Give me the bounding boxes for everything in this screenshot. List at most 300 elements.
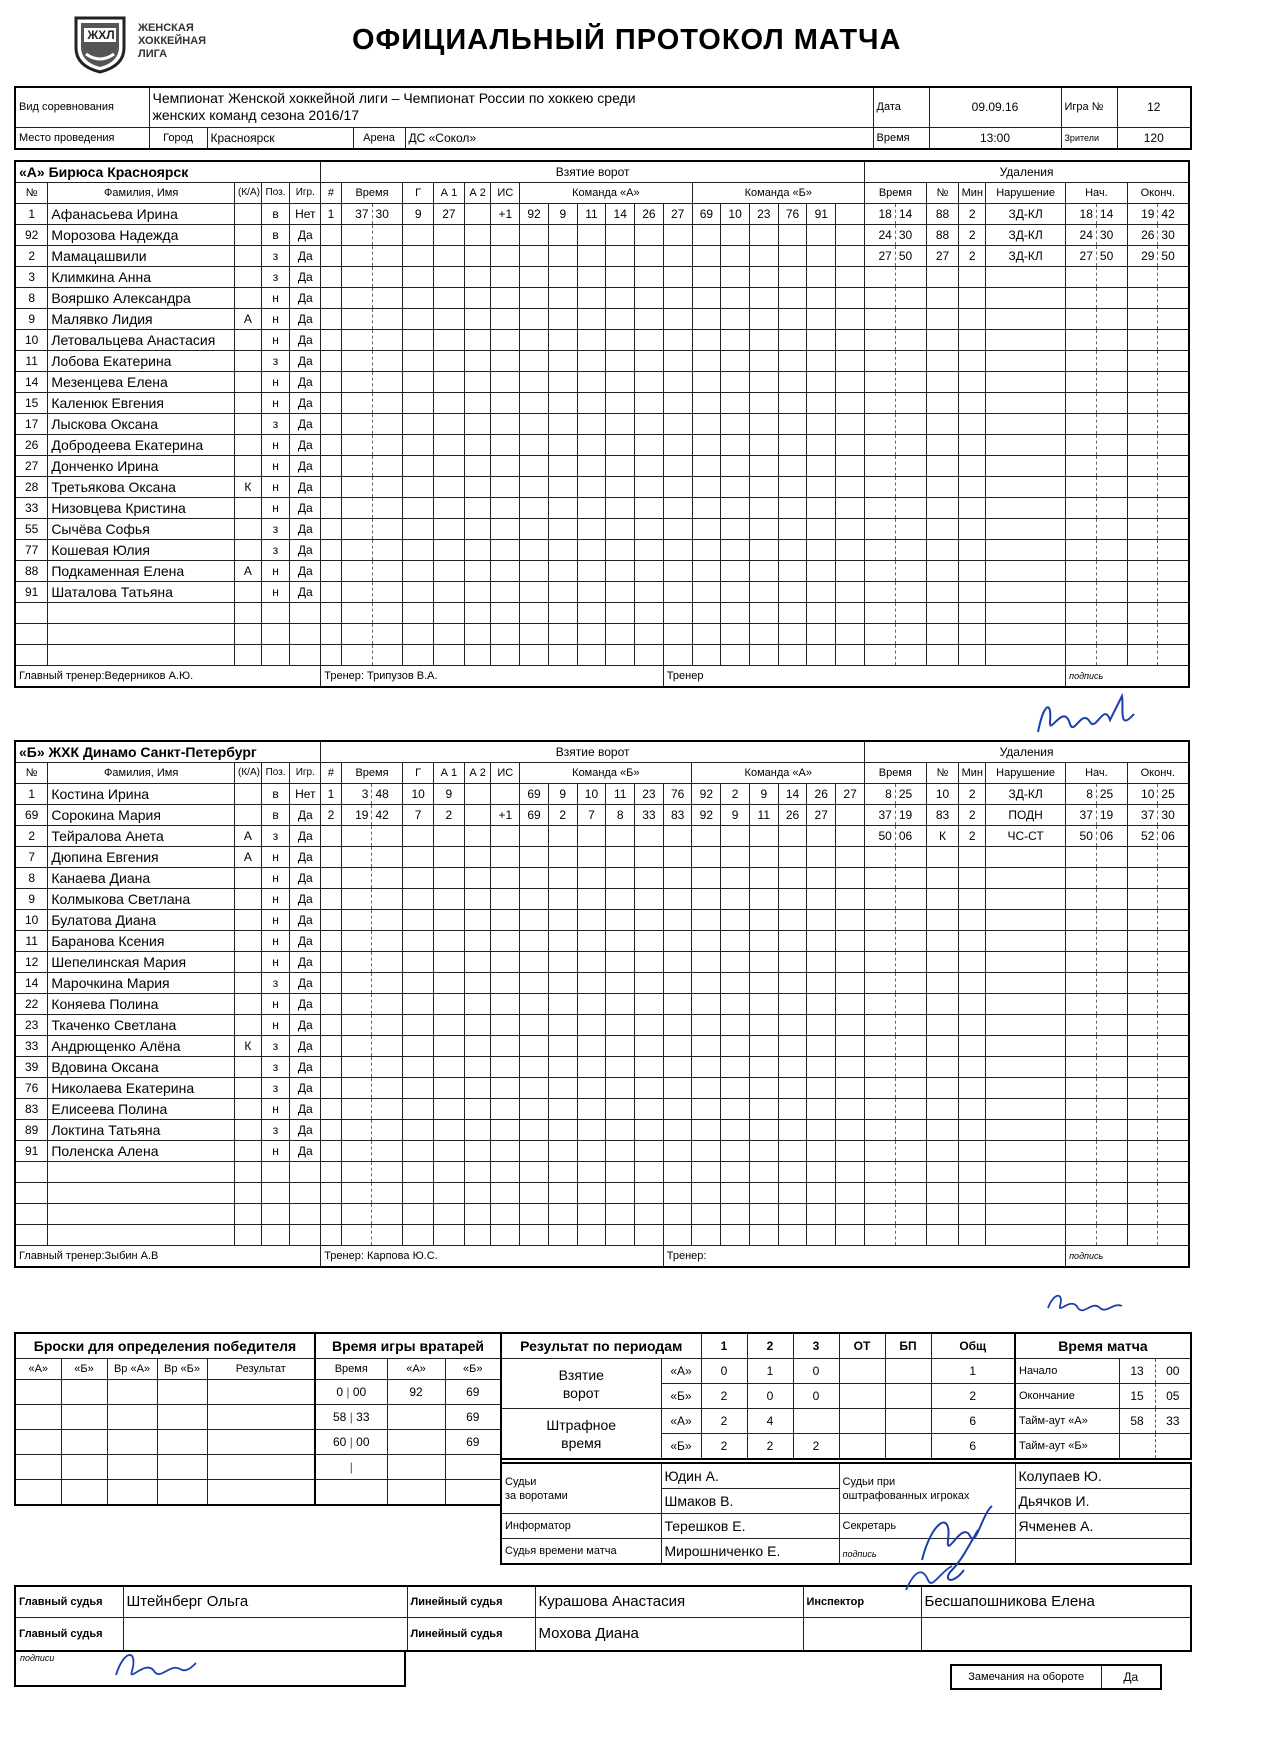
teamB-goal-min — [341, 1015, 372, 1036]
teamB-pen-min-time — [865, 994, 896, 1015]
teamA-goal-own-player — [635, 561, 664, 582]
teamA-goal-opp-player — [749, 603, 778, 624]
remarks-value: Да — [1101, 1665, 1161, 1689]
goals-b-total: 2 — [931, 1384, 1015, 1409]
teamA-goal-is — [491, 246, 520, 267]
teamA-goal-own-player — [635, 393, 664, 414]
teamB-goal-a1: 9 — [434, 784, 465, 805]
teamB-goal-own-player — [520, 952, 549, 973]
teamB-pen-end-min — [1127, 1204, 1158, 1225]
teamB-pen-min-time — [865, 847, 896, 868]
teamA-goal-min — [341, 645, 372, 666]
teamB-pen-start-min — [1066, 1015, 1097, 1036]
teamB-goal-opp-player — [836, 1078, 865, 1099]
teamA-goal-own-player: 26 — [635, 204, 664, 225]
teamB-goal-opp-player — [836, 973, 865, 994]
teamB-pen-player — [926, 1141, 959, 1162]
teamA-goal-own-player — [548, 225, 577, 246]
teamA-goal-opp-player — [721, 624, 750, 645]
teamA-goal-is — [491, 267, 520, 288]
teamA-pen-minutes — [959, 624, 986, 645]
teamA-goal-own-player — [663, 330, 692, 351]
team-b-signature — [1044, 1288, 1124, 1318]
teamB-goal-own-player — [548, 994, 577, 1015]
teamB-player-name: Дюпина Евгения — [48, 847, 235, 868]
teamA-pen-end-sec — [1158, 288, 1189, 309]
teamB-goal-own-player: 2 — [548, 805, 577, 826]
teamA-pen-player — [926, 561, 959, 582]
teamB-goal-own-player — [606, 847, 635, 868]
teamB-goal-opp-player — [721, 1162, 750, 1183]
teamB-goal-a2 — [464, 1141, 491, 1162]
teamA-goal-scorer — [403, 456, 434, 477]
teamA-pen-sec-time — [895, 393, 926, 414]
teamA-goal-scorer — [403, 309, 434, 330]
teamA-goal-a1 — [434, 582, 465, 603]
teamA-goal-scorer — [403, 267, 434, 288]
teamA-goal-own-player — [635, 477, 664, 498]
teamB-player-pos: з — [261, 826, 290, 847]
teamA-goal-is — [491, 477, 520, 498]
goals-b-p2: 0 — [747, 1384, 793, 1409]
goals-team-a: «А» — [661, 1359, 701, 1384]
teamB-goal-own-player — [520, 1204, 549, 1225]
teamA-player-row — [15, 288, 1189, 309]
teamB-pen-player — [926, 1036, 959, 1057]
teamA-goal-opp-player — [692, 225, 721, 246]
goals-a-p1: 0 — [701, 1359, 747, 1384]
teamA-pen-start-min — [1066, 330, 1097, 351]
teamA-player-pos: н — [261, 498, 290, 519]
teamA-player-name: Шаталова Татьяна — [48, 582, 235, 603]
teamA-pen-end-min: 19 — [1127, 204, 1158, 225]
referee-label-1: Главный судья — [15, 1586, 123, 1618]
league-line-1: ЖЕНСКАЯ — [138, 22, 194, 34]
teamA-goal-a2 — [464, 204, 491, 225]
teamB-col-no: № — [15, 763, 48, 784]
teamB-pen-min-time — [865, 889, 896, 910]
teamA-goal-own-player — [548, 351, 577, 372]
teamA-goal-opp-player — [749, 246, 778, 267]
teamA-goal-scorer — [403, 645, 434, 666]
linesman-1: Курашова Анастасия — [535, 1586, 803, 1618]
teamA-goal-own-player — [577, 603, 606, 624]
teamB-goal-own-player — [577, 889, 606, 910]
teamB-goal-own-player — [635, 1204, 664, 1225]
teamA-player-ka: А — [235, 309, 262, 330]
teamB-goal-sec — [372, 994, 403, 1015]
teamB-player-no: 11 — [15, 931, 48, 952]
teamA-pen-sec-time: 14 — [895, 204, 926, 225]
teamA-goal-opp-player — [778, 414, 807, 435]
teamA-player-row — [15, 372, 1189, 393]
teamB-pen-start-sec — [1096, 931, 1127, 952]
teamA-player-no: 8 — [15, 288, 48, 309]
teamB-pen-minutes — [959, 931, 986, 952]
teamB-goal-own-player — [577, 910, 606, 931]
teamA-player-pos: н — [261, 372, 290, 393]
teamB-goal-own-player — [577, 1204, 606, 1225]
time-label: Время — [873, 127, 929, 149]
teamB-player-row — [15, 1015, 1189, 1036]
teamB-player-no: 1 — [15, 784, 48, 805]
teamB-goal-opp-player — [778, 973, 807, 994]
teamA-player-pos: н — [261, 330, 290, 351]
teamA-goal-opp-player: 69 — [692, 204, 721, 225]
teamB-pen-end-sec — [1158, 1015, 1189, 1036]
teamA-goal-opp-player — [807, 561, 836, 582]
teamA-player-no: 15 — [15, 393, 48, 414]
teamB-goal-opp-player — [807, 1099, 836, 1120]
remarks-label: Замечания на обороте — [951, 1665, 1101, 1689]
goals-b-p3: 0 — [793, 1384, 839, 1409]
teamB-goal-opp-player — [807, 1141, 836, 1162]
period-col-total: Общ — [931, 1333, 1015, 1359]
teamA-pen-start-min: 24 — [1066, 225, 1097, 246]
teamA-goal-own-player — [520, 330, 549, 351]
teamA-goal-opp-player — [692, 540, 721, 561]
teamB-pen-violation — [986, 994, 1066, 1015]
teamB-signature-label: подпись — [1066, 1246, 1189, 1268]
teamB-goal-own-player — [577, 931, 606, 952]
teamA-goal-own-player — [577, 351, 606, 372]
teamB-pen-sec-time — [895, 889, 926, 910]
teamA-pen-violation — [986, 561, 1066, 582]
teamA-goal-sec — [372, 246, 403, 267]
teamB-goal-opp-player — [807, 1015, 836, 1036]
teamA-goal-a2 — [464, 519, 491, 540]
teamA-goal-opp-player — [692, 330, 721, 351]
teamA-player-pos: н — [261, 561, 290, 582]
teamB-goal-own-player — [663, 1162, 692, 1183]
teamB-goal-opp-player — [692, 1078, 721, 1099]
teamB-goal-opp-player — [721, 910, 750, 931]
teamA-goal-opp-player — [778, 288, 807, 309]
teamA-player-row — [15, 645, 1189, 666]
teamB-goal-own-player — [606, 1057, 635, 1078]
teamB-pen-start-sec — [1096, 1057, 1127, 1078]
teamB-goal-own-player: 10 — [577, 784, 606, 805]
teamB-goal-min — [341, 1120, 372, 1141]
teamA-goal-own-player — [520, 225, 549, 246]
shootout-col-b: «Б» — [61, 1359, 107, 1380]
teamB-goal-own-player — [520, 1057, 549, 1078]
teamA-goal-opp-player — [692, 519, 721, 540]
teamA-goal-opp-player — [836, 561, 865, 582]
teamA-pen-sec-time — [895, 414, 926, 435]
teamB-player-played: Да — [290, 805, 321, 826]
teamA-goal-no — [321, 414, 342, 435]
teamB-pen-start-min — [1066, 868, 1097, 889]
teamB-goal-own-player — [663, 1078, 692, 1099]
teamB-goal-own-player — [663, 1225, 692, 1246]
teamB-goal-opp-player — [778, 1078, 807, 1099]
teamB-goal-own-player — [663, 868, 692, 889]
teamA-goal-own-player — [548, 288, 577, 309]
teamA-goal-own-player — [520, 582, 549, 603]
teamB-goals-title: Взятие ворот — [321, 741, 865, 763]
teamA-goal-no — [321, 561, 342, 582]
teamA-goal-own-player — [663, 645, 692, 666]
teamA-player-name: Низовцева Кристина — [48, 498, 235, 519]
teamA-goal-sec — [372, 372, 403, 393]
teamA-goal-own-player — [635, 645, 664, 666]
teamA-player-played: Да — [290, 561, 321, 582]
teamB-goal-a1 — [434, 1099, 465, 1120]
teamA-player-no: 26 — [15, 435, 48, 456]
league-name — [138, 22, 206, 61]
teamA-pen-end-sec — [1158, 624, 1189, 645]
teamA-player-ka — [235, 519, 262, 540]
teamA-goal-is — [491, 582, 520, 603]
teamB-pen-minutes — [959, 1015, 986, 1036]
teamB-goal-own-player — [606, 1036, 635, 1057]
teamA-goal-sec: 30 — [372, 204, 403, 225]
period-col-3: 3 — [793, 1333, 839, 1359]
teamA-pen-minutes — [959, 519, 986, 540]
teamB-player-row — [15, 1078, 1189, 1099]
teamB-goal-min — [341, 1099, 372, 1120]
teamA-goal-is — [491, 330, 520, 351]
teamB-pen-start-sec: 06 — [1096, 826, 1127, 847]
teamB-pen-end-sec — [1158, 1225, 1189, 1246]
penalty-judges-label-1: Судьи при — [842, 1475, 896, 1488]
teamB-pen-violation — [986, 1015, 1066, 1036]
pim-b-so — [885, 1434, 931, 1460]
pim-a-p3 — [793, 1409, 839, 1434]
teamB-goal-scorer — [403, 826, 434, 847]
teamB-goal-own-player — [548, 973, 577, 994]
teamA-goal-own-player — [548, 498, 577, 519]
teamB-goal-a2 — [464, 1183, 491, 1204]
teamB-goal-own-player — [548, 1078, 577, 1099]
teamA-goal-is — [491, 372, 520, 393]
teamB-player-name: Шепелинская Мария — [48, 952, 235, 973]
teamA-pen-end-sec — [1158, 540, 1189, 561]
teamB-goal-own-player — [520, 826, 549, 847]
teamA-pen-min-time — [865, 561, 896, 582]
teamA-player-ka — [235, 540, 262, 561]
teamA-pen-player — [926, 393, 959, 414]
teamA-goal-own-player: 92 — [520, 204, 549, 225]
teamA-goal-opp-player — [721, 498, 750, 519]
teamA-goal-a1 — [434, 414, 465, 435]
teamA-pen-minutes — [959, 288, 986, 309]
teamB-goal-own-player — [520, 973, 549, 994]
teamA-goal-opp-player — [692, 498, 721, 519]
teamB-goal-opp-player — [721, 868, 750, 889]
teamB-pen-minutes — [959, 1162, 986, 1183]
teamB-player-name: Елисеева Полина — [48, 1099, 235, 1120]
teamB-pen-end-min: 52 — [1127, 826, 1158, 847]
teamA-goal-sec — [372, 435, 403, 456]
teamA-pen-end-sec — [1158, 561, 1189, 582]
teamA-goal-no — [321, 246, 342, 267]
teamA-goal-opp-player — [807, 519, 836, 540]
teamB-player-played: Да — [290, 1057, 321, 1078]
teamB-goal-min — [341, 1162, 372, 1183]
teamB-goal-own-player — [577, 1225, 606, 1246]
period-col-so: БП — [885, 1333, 931, 1359]
teamA-pen-end-min — [1127, 645, 1158, 666]
teamA-goal-own-player — [520, 603, 549, 624]
teamB-goal-opp-player — [807, 1204, 836, 1225]
teamB-pen-minutes — [959, 1183, 986, 1204]
teamA-player-name: Мамацашвили — [48, 246, 235, 267]
teamA-goal-own-player — [606, 435, 635, 456]
teamB-pen-end-min — [1127, 973, 1158, 994]
teamA-goal-is — [491, 519, 520, 540]
teamB-goal-opp-player — [749, 826, 778, 847]
teamB-goal-opp-player — [692, 931, 721, 952]
goal-judge-1: Юдин А. — [661, 1463, 839, 1489]
teamB-goal-opp-player — [692, 1120, 721, 1141]
teamA-goal-opp-player — [749, 561, 778, 582]
teamA-goal-own-player — [635, 435, 664, 456]
teamB-goal-min — [341, 1057, 372, 1078]
teamB-pen-start-sec — [1096, 1015, 1127, 1036]
teamB-goal-opp-player: 26 — [778, 805, 807, 826]
teamB-pen-start-sec — [1096, 1162, 1127, 1183]
teamA-goal-opp-player — [778, 225, 807, 246]
teamB-pen-violation — [986, 952, 1066, 973]
teamA-goal-min — [341, 519, 372, 540]
teamB-player-played: Да — [290, 1120, 321, 1141]
teamA-goal-opp-player — [836, 498, 865, 519]
teamB-goal-opp-player: 11 — [749, 805, 778, 826]
teamB-player-played: Да — [290, 973, 321, 994]
gk-col-b: «Б» — [445, 1359, 501, 1380]
teamA-player-ka — [235, 351, 262, 372]
teamA-goal-own-player — [663, 267, 692, 288]
teamB-pen-min-time — [865, 1057, 896, 1078]
teamB-player-pos: н — [261, 868, 290, 889]
teamB-goal-opp-player — [807, 1162, 836, 1183]
teamB-goal-own-player — [663, 1015, 692, 1036]
teamB-pen-end-sec — [1158, 1204, 1189, 1225]
teamB-goal-own-player — [663, 1204, 692, 1225]
teamB-pen-violation — [986, 1099, 1066, 1120]
teamB-goal-opp-player — [836, 1015, 865, 1036]
teamB-pen-violation — [986, 973, 1066, 994]
teamA-player-pos: н — [261, 309, 290, 330]
teamB-player-played: Да — [290, 847, 321, 868]
goals-team-b: «Б» — [661, 1384, 701, 1409]
teamB-goal-scorer — [403, 847, 434, 868]
teamA-pen-min-time — [865, 498, 896, 519]
teamB-goal-a1 — [434, 1015, 465, 1036]
teamA-pen-sec-time — [895, 519, 926, 540]
teamB-pen-player — [926, 1162, 959, 1183]
teamB-player-name: Николаева Екатерина — [48, 1078, 235, 1099]
teamA-pen-start-sec — [1096, 393, 1127, 414]
teamA-goal-no — [321, 267, 342, 288]
teamA-player-row — [15, 267, 1189, 288]
teamA-pen-end-min: 26 — [1127, 225, 1158, 246]
teamA-col-pos: Поз. — [261, 183, 290, 204]
teamB-goal-opp-player — [778, 1015, 807, 1036]
teamA-player-name: Сычёва Софья — [48, 519, 235, 540]
teamA-goal-own-player — [548, 561, 577, 582]
teamB-pen-start-sec — [1096, 910, 1127, 931]
teamB-goal-own-player: 69 — [520, 784, 549, 805]
teamB-goal-is — [491, 1120, 520, 1141]
teamA-pen-start-min — [1066, 351, 1097, 372]
logo-text: ЖХЛ — [87, 28, 115, 42]
teamB-goal-own-player — [606, 1078, 635, 1099]
teamB-goal-own-player — [606, 1225, 635, 1246]
teamA-goal-a1 — [434, 477, 465, 498]
teamB-player-row — [15, 1162, 1189, 1183]
teamA-pen-minutes — [959, 645, 986, 666]
teamA-player-row — [15, 519, 1189, 540]
teamA-goal-opp-player — [836, 540, 865, 561]
teamB-goal-no: 1 — [321, 784, 342, 805]
teamB-col-is: ИС — [491, 763, 520, 784]
teamA-pen-start-sec — [1096, 540, 1127, 561]
teamB-pen-player: 10 — [926, 784, 959, 805]
teamB-goal-own-player — [635, 1015, 664, 1036]
teamB-pen-end-min — [1127, 868, 1158, 889]
teamB-goal-scorer — [403, 952, 434, 973]
teamB-goal-own-player — [606, 952, 635, 973]
gk-time: 58 | 33 — [315, 1405, 387, 1430]
teamA-pen-start-min — [1066, 603, 1097, 624]
pim-b-p2: 2 — [747, 1434, 793, 1460]
teamA-goal-scorer — [403, 540, 434, 561]
teamA-goal-min — [341, 477, 372, 498]
teamB-goal-scorer — [403, 1162, 434, 1183]
teamA-player-name — [48, 624, 235, 645]
inspector-label: Инспектор — [803, 1586, 921, 1618]
teamA-goal-a2 — [464, 309, 491, 330]
teamA-goal-own-player — [548, 309, 577, 330]
teamA-pen-end-sec — [1158, 309, 1189, 330]
teamB-goal-opp-player — [807, 952, 836, 973]
teamB-goal-no: 2 — [321, 805, 342, 826]
teamA-pen-minutes — [959, 561, 986, 582]
teamA-pen-player — [926, 435, 959, 456]
teamB-goal-sec — [372, 1141, 403, 1162]
teamB-pen-min-time — [865, 1225, 896, 1246]
gk-row — [315, 1430, 501, 1455]
teamA-goal-own-player — [606, 456, 635, 477]
teamB-player-pos: з — [261, 1057, 290, 1078]
teamB-goal-opp-player — [692, 973, 721, 994]
teamB-goal-own-player — [548, 1183, 577, 1204]
teamA-goal-own-player — [663, 309, 692, 330]
teamA-goal-opp-player — [749, 624, 778, 645]
gk-a — [387, 1430, 445, 1455]
teamA-goal-own-player — [520, 246, 549, 267]
teamA-pen-violation: ЗД-КЛ — [986, 225, 1066, 246]
teamB-goal-a1 — [434, 868, 465, 889]
teamB-goal-opp-player — [749, 1036, 778, 1057]
teamA-pen-violation — [986, 603, 1066, 624]
teamB-col-goal-time: Время — [341, 763, 403, 784]
teamA-goal-min — [341, 225, 372, 246]
teamB-player-name — [48, 1204, 235, 1225]
teamA-goal-own-player — [577, 624, 606, 645]
teamB-player-name: Булатова Диана — [48, 910, 235, 931]
teamB-player-row — [15, 889, 1189, 910]
teamA-goal-a2 — [464, 414, 491, 435]
teamA-pen-player — [926, 645, 959, 666]
teamB-pen-violation — [986, 1078, 1066, 1099]
teamA-goal-opp-player — [807, 645, 836, 666]
teamB-goal-own-player — [663, 973, 692, 994]
teamA-player-no: 77 — [15, 540, 48, 561]
